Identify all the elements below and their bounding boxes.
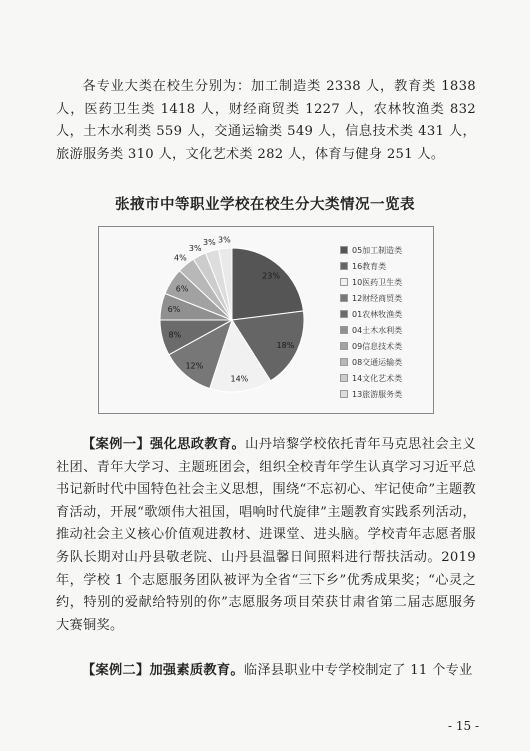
legend-label: 01农林牧渔类: [352, 309, 403, 319]
legend-swatch: [340, 294, 348, 302]
case-one-body: 山丹培黎学校依托青年马克思社会主义社团、青年大学习、主题班团会，组织全校青年学生认真学习习近平总书记新时代中国特色社会主义思想，围绕“不忘初心、牢记使命”主题教育活动，开展“歌颂伟大祖国，唱响时代旋律”主题教育实践系列活动，推动社会主义核心价值观进教材、进课堂、进头脑。学校青年志愿者服务队长期对山丹县敬老院、山丹县温馨日间照料进行帮扶活动。2019 年，学校 1 个志愿服务团队被评为全省“三下乡”优秀成果奖；“心灵之约，特别的爱献给特别的你”志愿服务项目荣获甘肃省第二届志愿服务大赛铜奖。: [56, 437, 476, 633]
legend-item: [340, 322, 402, 338]
case-two-label: 【案例二】: [82, 663, 150, 678]
pie-slice-label: 6%: [175, 284, 189, 294]
legend-item: [340, 338, 402, 354]
pie-slice-label: 18%: [276, 341, 295, 351]
pie-slice-label: 6%: [167, 304, 181, 314]
case-one-heading: 强化思政教育。: [150, 437, 246, 452]
pie-chart: [98, 226, 434, 414]
legend-label: 12财经商贸类: [352, 293, 403, 303]
page-number: - 15 -: [448, 719, 480, 733]
case-one-paragraph: [56, 434, 476, 637]
pie-slice-label: 3%: [218, 235, 231, 245]
legend-label: 16教育类: [352, 261, 387, 271]
case-two-paragraph: [56, 660, 476, 683]
legend-swatch: [340, 358, 348, 366]
legend-swatch: [340, 374, 348, 382]
legend-label: 13旅游服务类: [352, 389, 403, 399]
legend-swatch: [340, 310, 348, 318]
pie-slice-label: 4%: [174, 253, 187, 263]
legend-item: [340, 274, 402, 290]
legend-item: [340, 306, 402, 322]
legend-label: 05加工制造类: [352, 245, 403, 255]
legend-label: 08交通运输类: [352, 357, 403, 367]
legend-label: 04土木水利类: [352, 325, 403, 335]
pie-slice-label: 3%: [203, 238, 216, 248]
pie-slice-label: 3%: [188, 243, 202, 253]
legend-item: [340, 386, 402, 402]
paragraph-text: 各专业大类在校生分别为：加工制造类 2338 人，教育类 1838 人，医药卫生类 1418 人，财经商贸类 1227 人，农林牧渔类 832 人，土木水利类 559 人，交通运输类 549 人，信息技术类 431 人，旅游服务类 310 人，文化艺术类 282 人，体育与健身 251 人。: [56, 79, 476, 162]
paragraph-enrollment: [56, 76, 476, 166]
pie-slice-label: 23%: [262, 271, 280, 281]
legend-swatch: [340, 278, 348, 286]
case-two-heading: 加强素质教育。: [149, 663, 244, 678]
legend-item: [340, 242, 402, 258]
case-one-label: 【案例一】: [82, 437, 151, 452]
legend-swatch: [340, 262, 348, 270]
legend-label: 10医药卫生类: [352, 277, 403, 287]
legend-item: [340, 370, 402, 386]
pie-slice-label: 12%: [185, 361, 204, 371]
pie-slice-label: 8%: [168, 330, 182, 340]
legend-item: [340, 258, 402, 274]
case-two-body: 临泽县职业中专学校制定了 11 个专业: [243, 663, 473, 678]
legend-label: 09信息技术类: [352, 341, 403, 351]
pie-slice: [232, 248, 303, 320]
pie-slice-label: 14%: [230, 374, 249, 384]
legend-swatch: [340, 326, 348, 334]
chart-legend: [340, 242, 402, 402]
legend-label: 14文化艺术类: [352, 373, 403, 383]
legend-item: [340, 354, 402, 370]
legend-swatch: [340, 342, 348, 350]
legend-item: [340, 290, 402, 306]
legend-swatch: [340, 390, 348, 398]
chart-title: 张掖市中等职业学校在校生分大类情况一览表: [115, 196, 415, 213]
legend-swatch: [340, 246, 348, 254]
